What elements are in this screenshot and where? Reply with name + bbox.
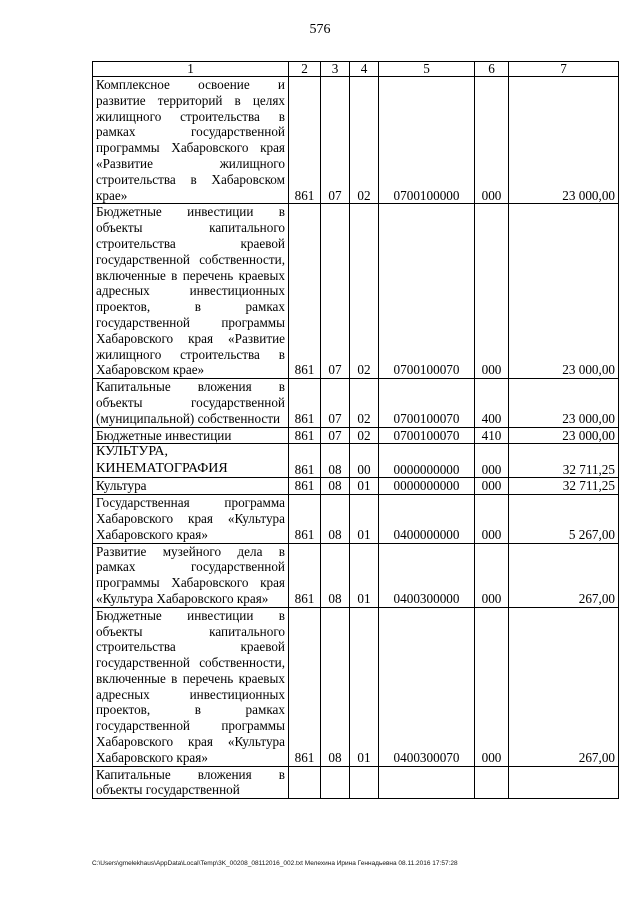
row-expense-type: 000 — [475, 543, 509, 607]
row-name: Бюджетные инвестиции в объекты капитального строительства краевой государственной собственности, включенные в перечень краевых адресных инвестиционных проектов, в рамках государственной программы Хабаровского края «Развитие жилищного строительства в Хабаровском крае» — [93, 204, 289, 379]
row-name: Капитальные вложения в объекты государственной (муниципальной) собственности — [93, 379, 289, 427]
row-expense-type: 000 — [475, 204, 509, 379]
row-subsection: 01 — [350, 478, 379, 495]
row-subsection: 02 — [350, 427, 379, 444]
header-col-3: 3 — [321, 62, 350, 77]
row-subsection: 02 — [350, 379, 379, 427]
row-target-article: 0400300000 — [379, 543, 475, 607]
row-amount: 32 711,25 — [509, 478, 619, 495]
row-ministry-code — [289, 766, 321, 799]
row-ministry-code: 861 — [289, 495, 321, 543]
row-name: КУЛЬТУРА, КИНЕМАТОГРАФИЯ — [93, 444, 289, 478]
row-amount: 32 711,25 — [509, 444, 619, 478]
row-amount: 267,00 — [509, 607, 619, 766]
row-section: 07 — [321, 77, 350, 204]
row-target-article: 0000000000 — [379, 444, 475, 478]
row-target-article: 0700100070 — [379, 427, 475, 444]
row-amount: 23 000,00 — [509, 427, 619, 444]
page-number: 576 — [309, 22, 331, 37]
row-ministry-code: 861 — [289, 607, 321, 766]
row-section: 07 — [321, 379, 350, 427]
row-subsection: 01 — [350, 495, 379, 543]
row-target-article — [379, 766, 475, 799]
row-ministry-code: 861 — [289, 427, 321, 444]
row-section: 07 — [321, 427, 350, 444]
row-subsection: 02 — [350, 204, 379, 379]
row-subsection: 00 — [350, 444, 379, 478]
row-amount: 267,00 — [509, 543, 619, 607]
table-header-row — [93, 62, 619, 77]
table-row — [93, 444, 619, 478]
row-expense-type: 400 — [475, 379, 509, 427]
header-col-6: 6 — [475, 62, 509, 77]
row-amount — [509, 766, 619, 799]
row-ministry-code: 861 — [289, 77, 321, 204]
row-expense-type — [475, 766, 509, 799]
row-name: Государственная программа Хабаровского края «Культура Хабаровского края» — [93, 495, 289, 543]
row-section: 08 — [321, 478, 350, 495]
budget-table — [92, 61, 619, 799]
file-path-footer: C:\Users\gmelekhaus\AppData\Local\Temp\3K_00208_08112016_002.txt Мелехина Ирина Геннадьевна 08.11.2016 17:57:28 — [92, 860, 458, 867]
row-expense-type: 000 — [475, 607, 509, 766]
row-expense-type: 000 — [475, 77, 509, 204]
table-row — [93, 478, 619, 495]
row-name: Комплексное освоение и развитие территорий в целях жилищного строительства в рамках государственной программы Хабаровского края «Развитие жилищного строительства в Хабаровском крае» — [93, 77, 289, 204]
row-ministry-code: 861 — [289, 444, 321, 478]
row-name: Бюджетные инвестиции — [93, 427, 289, 444]
row-section: 08 — [321, 607, 350, 766]
row-target-article: 0700100070 — [379, 379, 475, 427]
row-ministry-code: 861 — [289, 543, 321, 607]
header-col-1: 1 — [93, 62, 289, 77]
row-subsection — [350, 766, 379, 799]
row-name: Развитие музейного дела в рамках государственной программы Хабаровского края «Культура Хабаровского края» — [93, 543, 289, 607]
row-name: Бюджетные инвестиции в объекты капитального строительства краевой государственной собственности, включенные в перечень краевых адресных инвестиционных проектов, в рамках государственной программы Хабаровского края «Культура Хабаровского края» — [93, 607, 289, 766]
table-row — [93, 379, 619, 427]
header-col-2: 2 — [289, 62, 321, 77]
header-col-5: 5 — [379, 62, 475, 77]
row-target-article: 0000000000 — [379, 478, 475, 495]
row-target-article: 0400300070 — [379, 607, 475, 766]
table-row — [93, 204, 619, 379]
header-col-7: 7 — [509, 62, 619, 77]
row-section — [321, 766, 350, 799]
row-section: 08 — [321, 495, 350, 543]
row-target-article: 0700100070 — [379, 204, 475, 379]
table-row — [93, 77, 619, 204]
row-target-article: 0700100000 — [379, 77, 475, 204]
row-amount: 23 000,00 — [509, 379, 619, 427]
row-expense-type: 000 — [475, 495, 509, 543]
row-section: 08 — [321, 444, 350, 478]
row-section: 08 — [321, 543, 350, 607]
table-row — [93, 607, 619, 766]
row-ministry-code: 861 — [289, 204, 321, 379]
row-subsection: 02 — [350, 77, 379, 204]
row-expense-type: 000 — [475, 478, 509, 495]
row-subsection: 01 — [350, 607, 379, 766]
row-ministry-code: 861 — [289, 379, 321, 427]
header-col-4: 4 — [350, 62, 379, 77]
row-amount: 23 000,00 — [509, 77, 619, 204]
row-section: 07 — [321, 204, 350, 379]
row-target-article: 0400000000 — [379, 495, 475, 543]
row-ministry-code: 861 — [289, 478, 321, 495]
row-name: Культура — [93, 478, 289, 495]
table-row — [93, 543, 619, 607]
row-amount: 5 267,00 — [509, 495, 619, 543]
row-name: Капитальные вложения в объекты государственной — [93, 766, 289, 799]
table-row — [93, 427, 619, 444]
row-amount: 23 000,00 — [509, 204, 619, 379]
table-row — [93, 766, 619, 799]
row-expense-type: 410 — [475, 427, 509, 444]
table-row — [93, 495, 619, 543]
row-subsection: 01 — [350, 543, 379, 607]
row-expense-type: 000 — [475, 444, 509, 478]
